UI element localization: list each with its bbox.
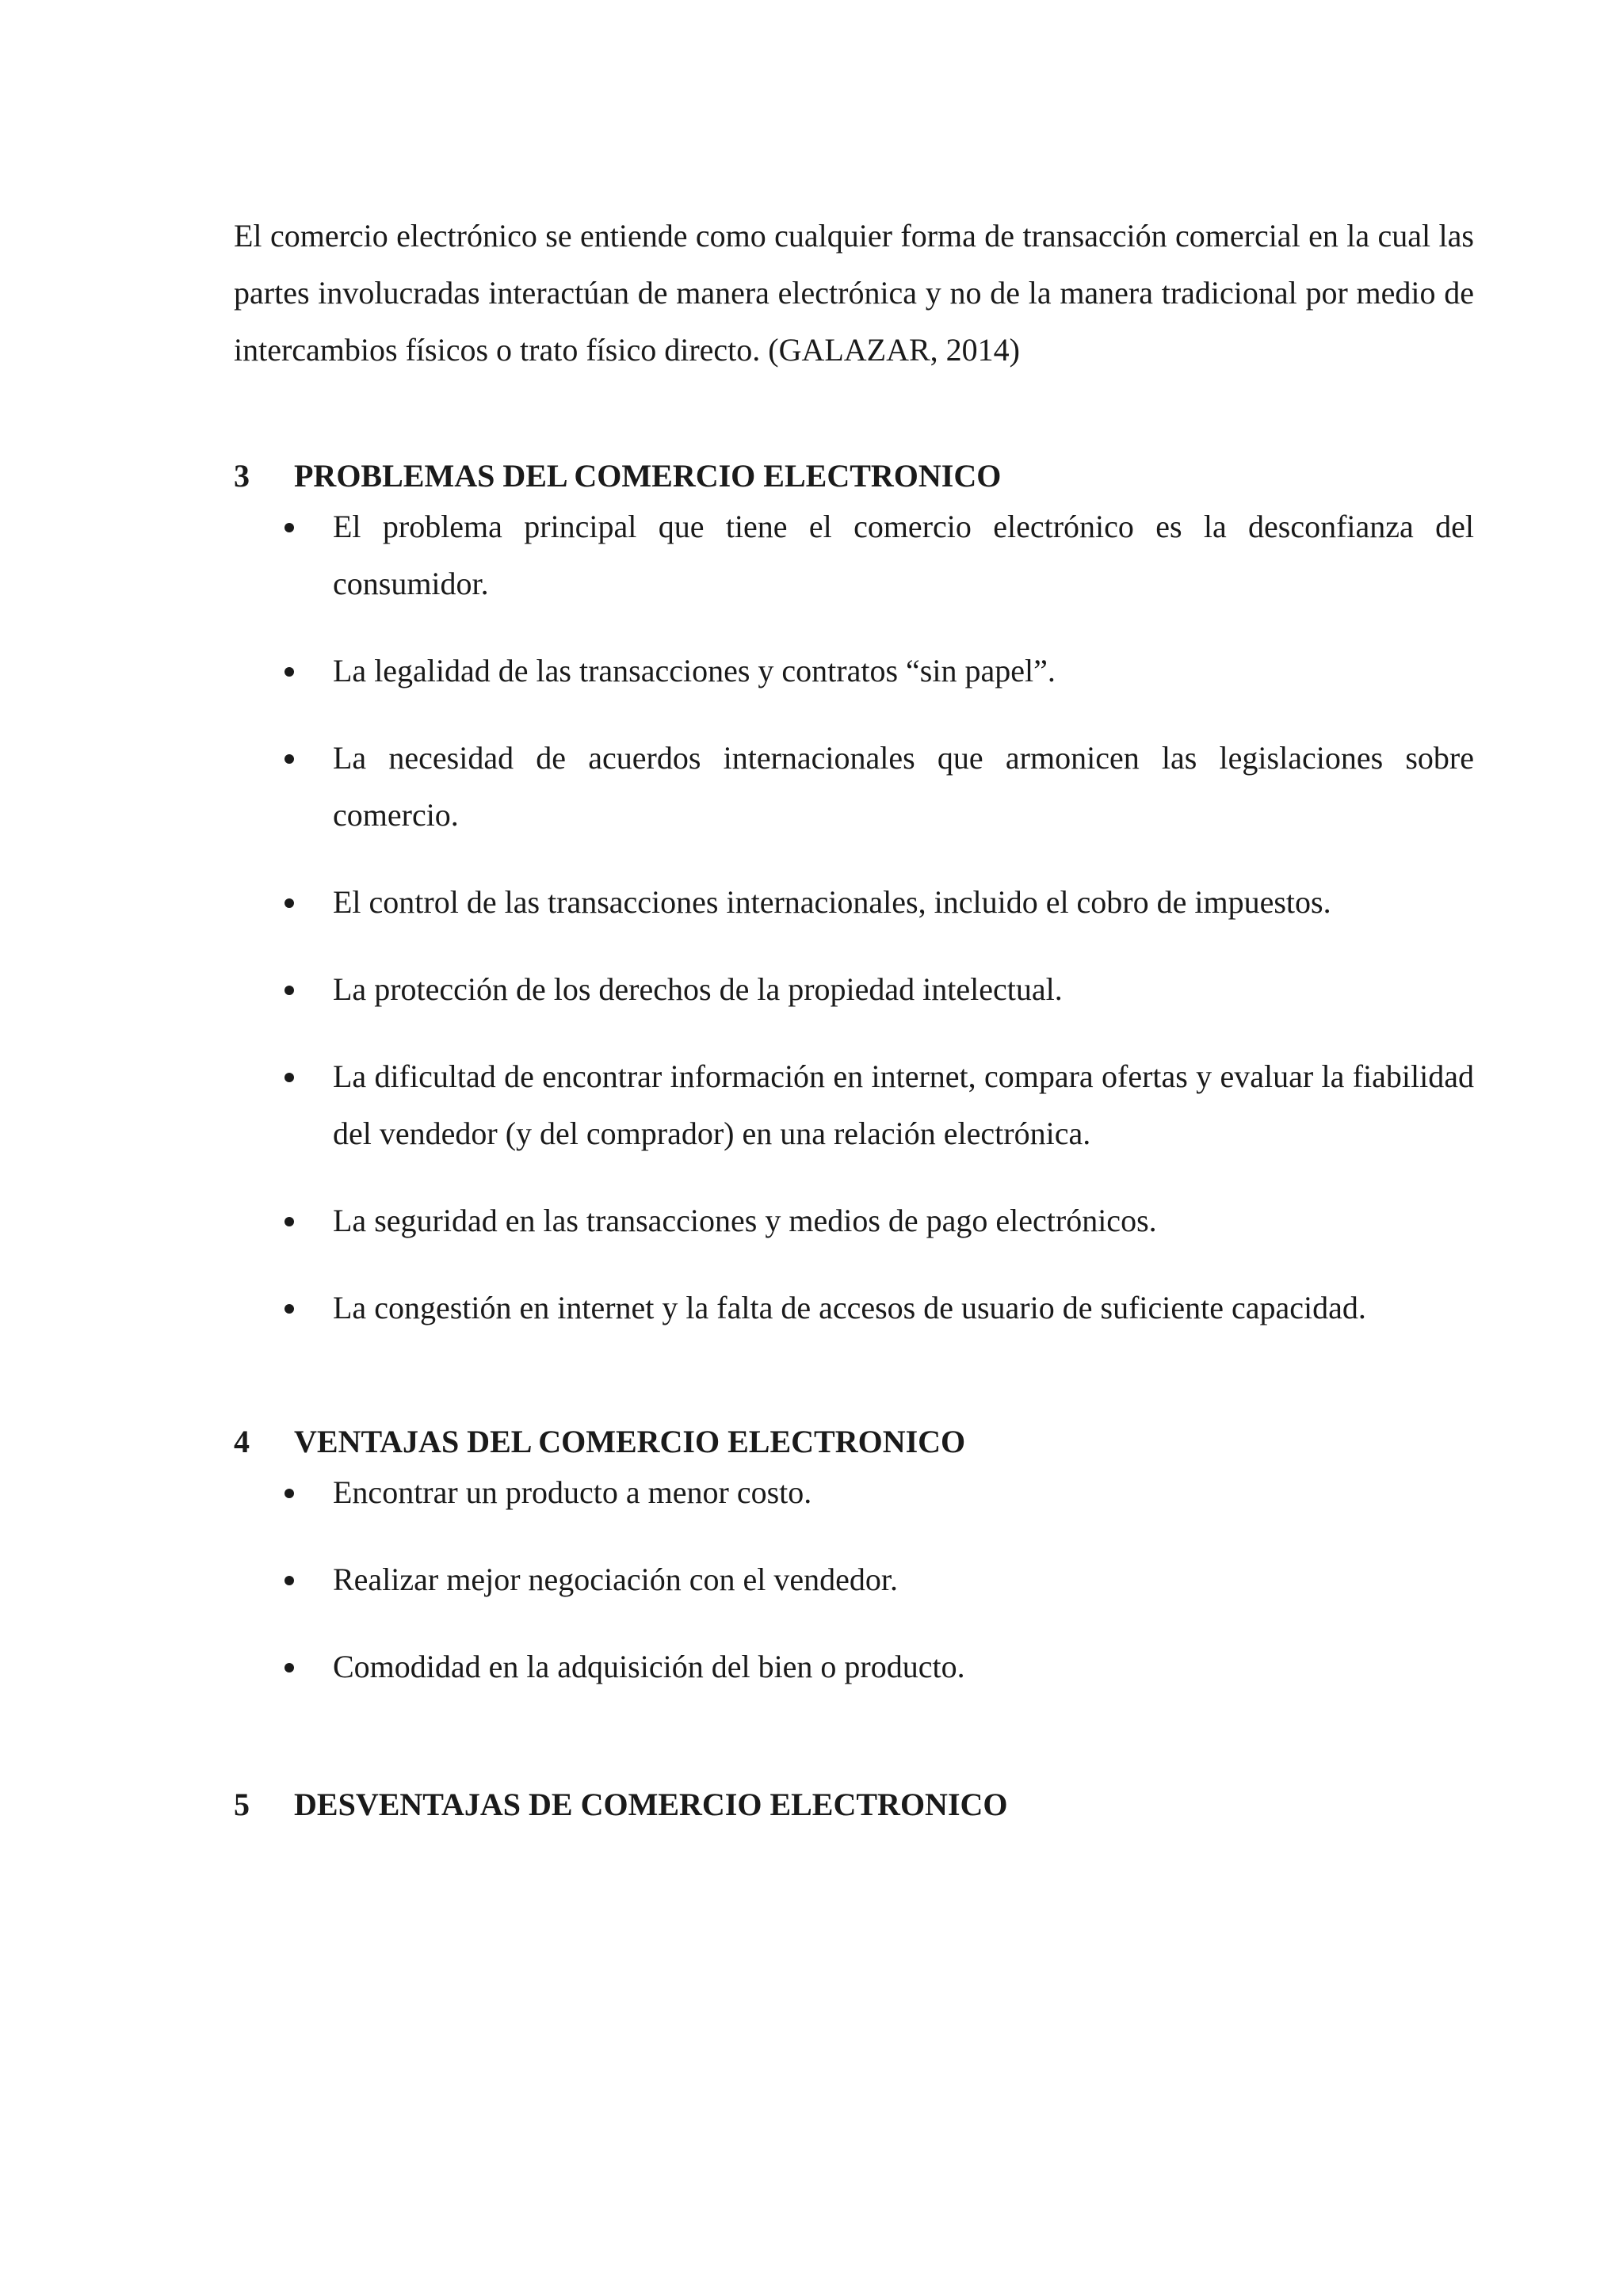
bullet-icon <box>285 1663 294 1672</box>
section-heading-problemas <box>234 454 1474 498</box>
list-item-text: La dificultad de encontrar información en internet, compara ofertas y evaluar la fiabilidad del vendedor (y del comprador) en una relación electrónica. <box>333 1058 1474 1151</box>
list-item <box>234 961 1474 1018</box>
section-number: 4 <box>234 1424 250 1459</box>
bullet-icon <box>285 1304 294 1314</box>
bullet-icon <box>285 1576 294 1585</box>
list-item <box>234 498 1474 612</box>
list-item <box>234 1280 1474 1337</box>
section-heading-ventajas <box>234 1420 1474 1464</box>
list-item <box>234 874 1474 931</box>
bullet-icon <box>285 523 294 532</box>
list-item-text: Comodidad en la adquisición del bien o producto. <box>333 1649 965 1684</box>
section-title: PROBLEMAS DEL COMERCIO ELECTRONICO <box>294 458 1002 494</box>
section-title: DESVENTAJAS DE COMERCIO ELECTRONICO <box>294 1787 1008 1822</box>
bullet-icon <box>285 1217 294 1226</box>
section-heading-desventajas <box>234 1783 1474 1827</box>
bullet-icon <box>285 898 294 908</box>
bullet-icon <box>285 1073 294 1082</box>
page-content <box>234 208 1474 1827</box>
bullet-icon <box>285 1489 294 1498</box>
bullet-icon <box>285 667 294 677</box>
list-item-text: Realizar mejor negociación con el vendedor. <box>333 1562 899 1597</box>
list-item <box>234 1551 1474 1608</box>
list-item <box>234 1192 1474 1249</box>
list-item <box>234 730 1474 844</box>
section-number: 3 <box>234 458 250 494</box>
list-item-text: La protección de los derechos de la propiedad intelectual. <box>333 971 1063 1007</box>
list-item <box>234 1464 1474 1521</box>
list-item-text: La necesidad de acuerdos internacionales que armonicen las legislaciones sobre comercio. <box>333 740 1474 833</box>
problemas-list <box>234 498 1474 1337</box>
intro-paragraph: El comercio electrónico se entiende como cualquier forma de transacción comercial en la cual las partes involucradas interactúan de manera electrónica y no de la manera tradicional por medio de intercambios físicos o trato físico directo. (GALAZAR, 2014) <box>234 218 1474 368</box>
section-number: 5 <box>234 1787 250 1822</box>
list-item-text: La legalidad de las transacciones y contratos “sin papel”. <box>333 653 1056 688</box>
list-item-text: El problema principal que tiene el comercio electrónico es la desconfianza del consumidor. <box>333 509 1474 601</box>
list-item <box>234 1638 1474 1695</box>
list-item-text: La seguridad en las transacciones y medios de pago electrónicos. <box>333 1203 1157 1238</box>
list-item <box>234 1048 1474 1162</box>
list-item-text: La congestión en internet y la falta de accesos de usuario de suficiente capacidad. <box>333 1290 1366 1325</box>
list-item-text: Encontrar un producto a menor costo. <box>333 1474 812 1510</box>
bullet-icon <box>285 986 294 995</box>
list-item-text: El control de las transacciones internacionales, incluido el cobro de impuestos. <box>333 884 1331 920</box>
bullet-icon <box>285 754 294 764</box>
ventajas-list <box>234 1464 1474 1695</box>
section-title: VENTAJAS DEL COMERCIO ELECTRONICO <box>294 1424 966 1459</box>
list-item <box>234 643 1474 700</box>
